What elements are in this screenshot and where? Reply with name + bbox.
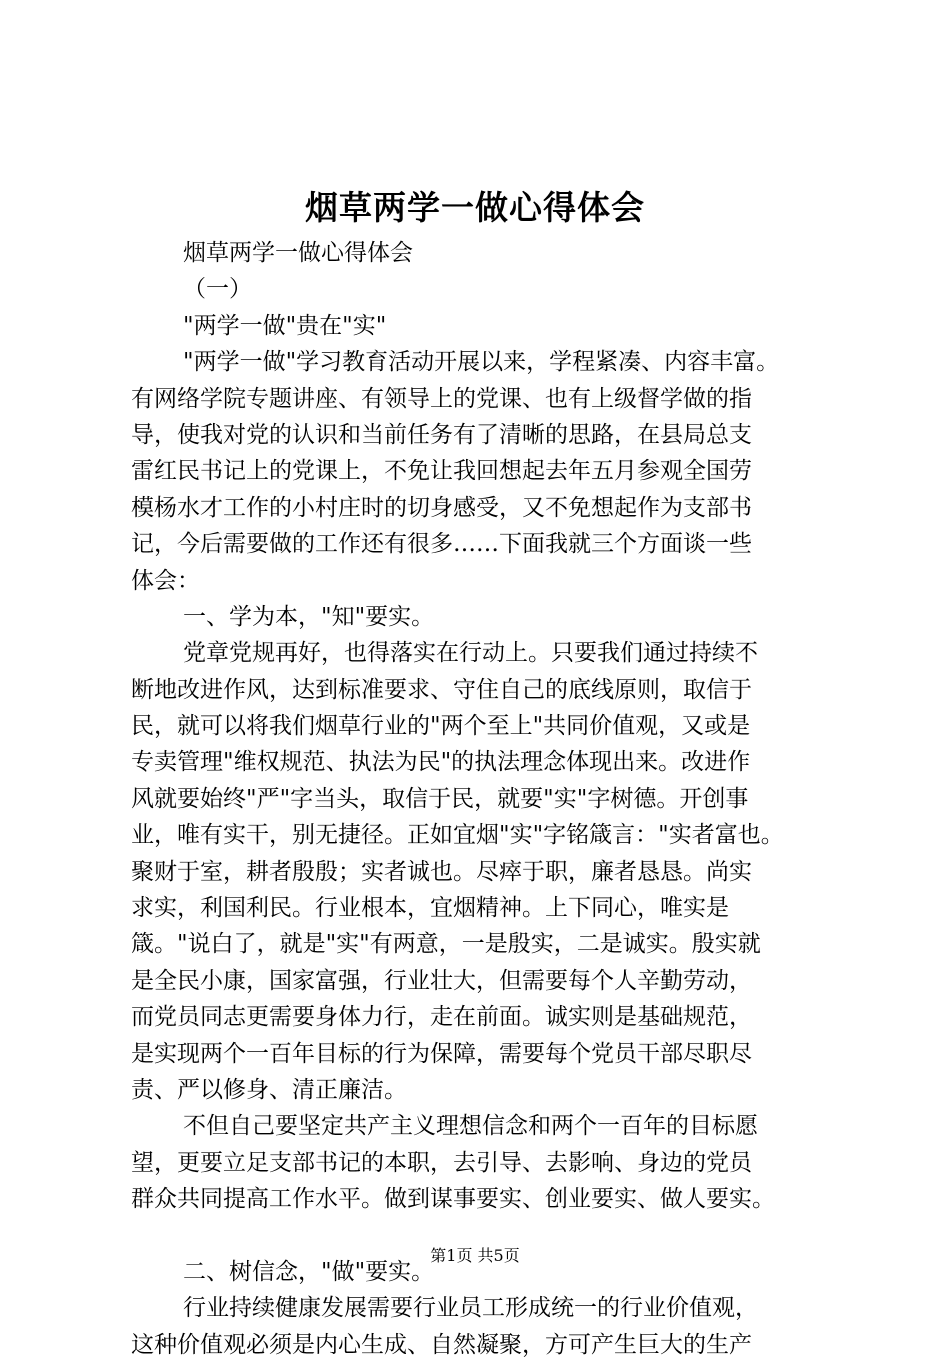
body-line: 风就要始终"严"字当头，取信于民，就要"实"字树德。开创事 [131,785,749,812]
document-body [131,235,851,1363]
body-line: "两学一做"学习教育活动开展以来，学程紧凑、内容丰富。 [183,349,780,376]
body-line: "两学一做"贵在"实" [183,312,387,339]
body-line: 模杨水才工作的小村庄时的切身感受，又不免想起作为支部书 [131,494,752,521]
body-line: 箴。"说白了，就是"实"有两意，一是殷实，二是诚实。殷实就 [131,931,761,958]
body-line: 这种价值观必须是内心生成、自然凝聚，方可产生巨大的生产 [131,1331,752,1358]
body-line: 行业持续健康发展需要行业员工形成统一的行业价值观， [183,1295,758,1322]
body-line: 责、严以修身、清正廉洁。 [131,1076,407,1103]
body-line: 不但自己要坚定共产主义理想信念和两个一百年的目标愿 [183,1113,758,1140]
body-line: 聚财于室，耕者殷殷；实者诚也。尽瘁于职，廉者恳恳。尚实 [131,858,752,885]
body-line: 党章党规再好，也得落实在行动上。只要我们通过持续不 [183,640,758,667]
body-line: 望，更要立足支部书记的本职，去引导、去影响、身边的党员 [131,1149,752,1176]
body-line: 烟草两学一做心得体会 [183,240,413,266]
body-line: 而党员同志更需要身体力行，走在前面。诚实则是基础规范， [131,1004,752,1031]
body-line: 体会： [131,567,200,594]
body-line: 是全民小康，国家富强，行业壮大，但需要每个人辛勤劳动， [131,967,752,994]
body-line: 群众共同提高工作水平。做到谋事要实、创业要实、做人要实。 [131,1186,775,1213]
page-footer: 第1页 共5页 [430,1246,520,1265]
body-line: 求实，利国利民。行业根本，宜烟精神。上下同心，唯实是 [131,895,729,922]
section-heading: 二、树信念，"做"要实。 [183,1258,435,1285]
document-title: 烟草两学一做心得体会 [305,188,645,227]
body-line: 雷红民书记上的党课上，不免让我回想起去年五月参观全国劳 [131,458,752,485]
body-line: 导，使我对党的认识和当前任务有了清晰的思路，在县局总支 [131,421,752,448]
body-line: （一） [183,276,252,303]
body-line: 记，今后需要做的工作还有很多……下面我就三个方面谈一些 [131,531,752,558]
section-heading: 一、学为本，"知"要实。 [183,603,435,630]
body-line: 业，唯有实干，别无捷径。正如宜烟"实"字铭箴言："实者富也。 [131,822,784,849]
body-line: 专卖管理"维权规范、执法为民"的执法理念体现出来。改进作 [131,749,751,776]
body-line: 有网络学院专题讲座、有领导上的党课、也有上级督学做的指 [131,385,752,412]
body-line: 断地改进作风，达到标准要求、守住自己的底线原则，取信于 [131,676,752,703]
body-line: 民，就可以将我们烟草行业的"两个至上"共同价值观，又或是 [131,713,751,740]
body-line: 是实现两个一百年目标的行为保障，需要每个党员干部尽职尽 [131,1040,752,1067]
